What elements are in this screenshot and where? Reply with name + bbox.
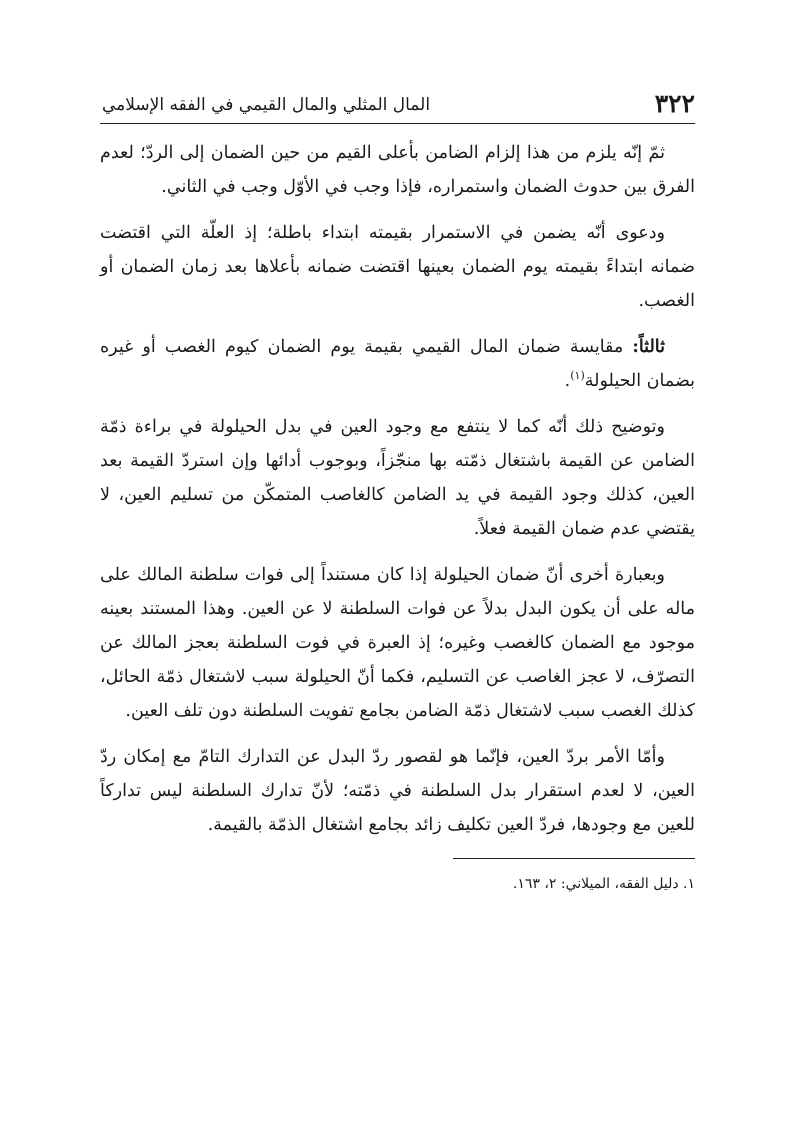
paragraph (100, 330, 695, 398)
paragraph (100, 558, 695, 728)
footnote: ١. دليل الفقه، الميلاني: ٢، ١٦٣. (512, 876, 695, 892)
running-title: المال المثلي والمال القيمي في الفقه الإسلامي (102, 95, 431, 115)
page-header (100, 85, 695, 124)
paragraph-tail: . (564, 371, 571, 391)
book-page (100, 85, 695, 895)
paragraph-text: وأمّا الأمر بردّ العين، فإنّما هو لقصور ردّ البدل عن التدارك التامّ مع إمكان ردّ العين، لا لعدم استقرار بدل السلطنة في ذمّته؛ لأنّ تدارك السلطنة ليس تداركاً للعين مع وجودها، فردّ العين تكليف زائد بجامع اشتغال الذمّة بالقيمة. (100, 747, 695, 835)
paragraph-text: ثمّ إنّه يلزم من هذا إلزام الضامن بأعلى القيم من حين الضمان إلى الردّ؛ لعدم الفرق بين حدوث الضمان واستمراره، فإذا وجب في الأوّل وجب في الثاني. (100, 143, 695, 197)
paragraph-text: ودعوى أنّه يضمن في الاستمرار بقيمته ابتداء باطلة؛ إذ العلّة التي اقتضت ضمانه ابتداءً بقيمته يوم الضمان بعينها اقتضت ضمانه بأعلاها بعد زمان الضمان أو الغصب. (100, 223, 695, 311)
paragraph (100, 136, 695, 204)
paragraph-text: وتوضيح ذلك أنّه كما لا ينتفع مع وجود العين في بدل الحيلولة في براءة ذمّة الضامن عن القيمة باشتغال ذمّته بها منجّزاً، وبوجوب أدائها وإن استردّ القيمة بعد العين، كذلك وجود القيمة في يد الضامن كالغاصب المتمكّن من تسليم العين، لا يقتضي عدم ضمان القيمة فعلاً. (100, 417, 695, 539)
paragraph (100, 216, 695, 318)
paragraph-text: مقايسة ضمان المال القيمي بقيمة يوم الضمان كيوم الغصب أو غيره بضمان الحيلولة (100, 337, 695, 391)
main-text (100, 136, 695, 842)
paragraph (100, 410, 695, 546)
footnote-divider (453, 858, 695, 859)
footnote-marker: (١) (570, 369, 585, 383)
paragraph (100, 740, 695, 842)
page-number: ٣٢٢ (654, 89, 695, 118)
paragraph-text: وبعبارة أخرى أنّ ضمان الحيلولة إذا كان مستنداً إلى فوات سلطنة المالك على ماله على أن يكون البدل بدلاً عن فوات السلطنة لا عن العين. وهذا المستند بعينه موجود مع الضمان كالغصب وغيره؛ إذ العبرة في فوت السلطنة بعجز المالك عن التصرّف، لا عجز الغاصب عن التسليم، فكما أنّ الحيلولة سبب لاشتغال ذمّة الحائل، كذلك الغصب سبب لاشتغال ذمّة الضامن بجامع تفويت السلطنة دون تلف العين. (100, 565, 695, 721)
section-lead: ثالثاً: (632, 337, 665, 357)
